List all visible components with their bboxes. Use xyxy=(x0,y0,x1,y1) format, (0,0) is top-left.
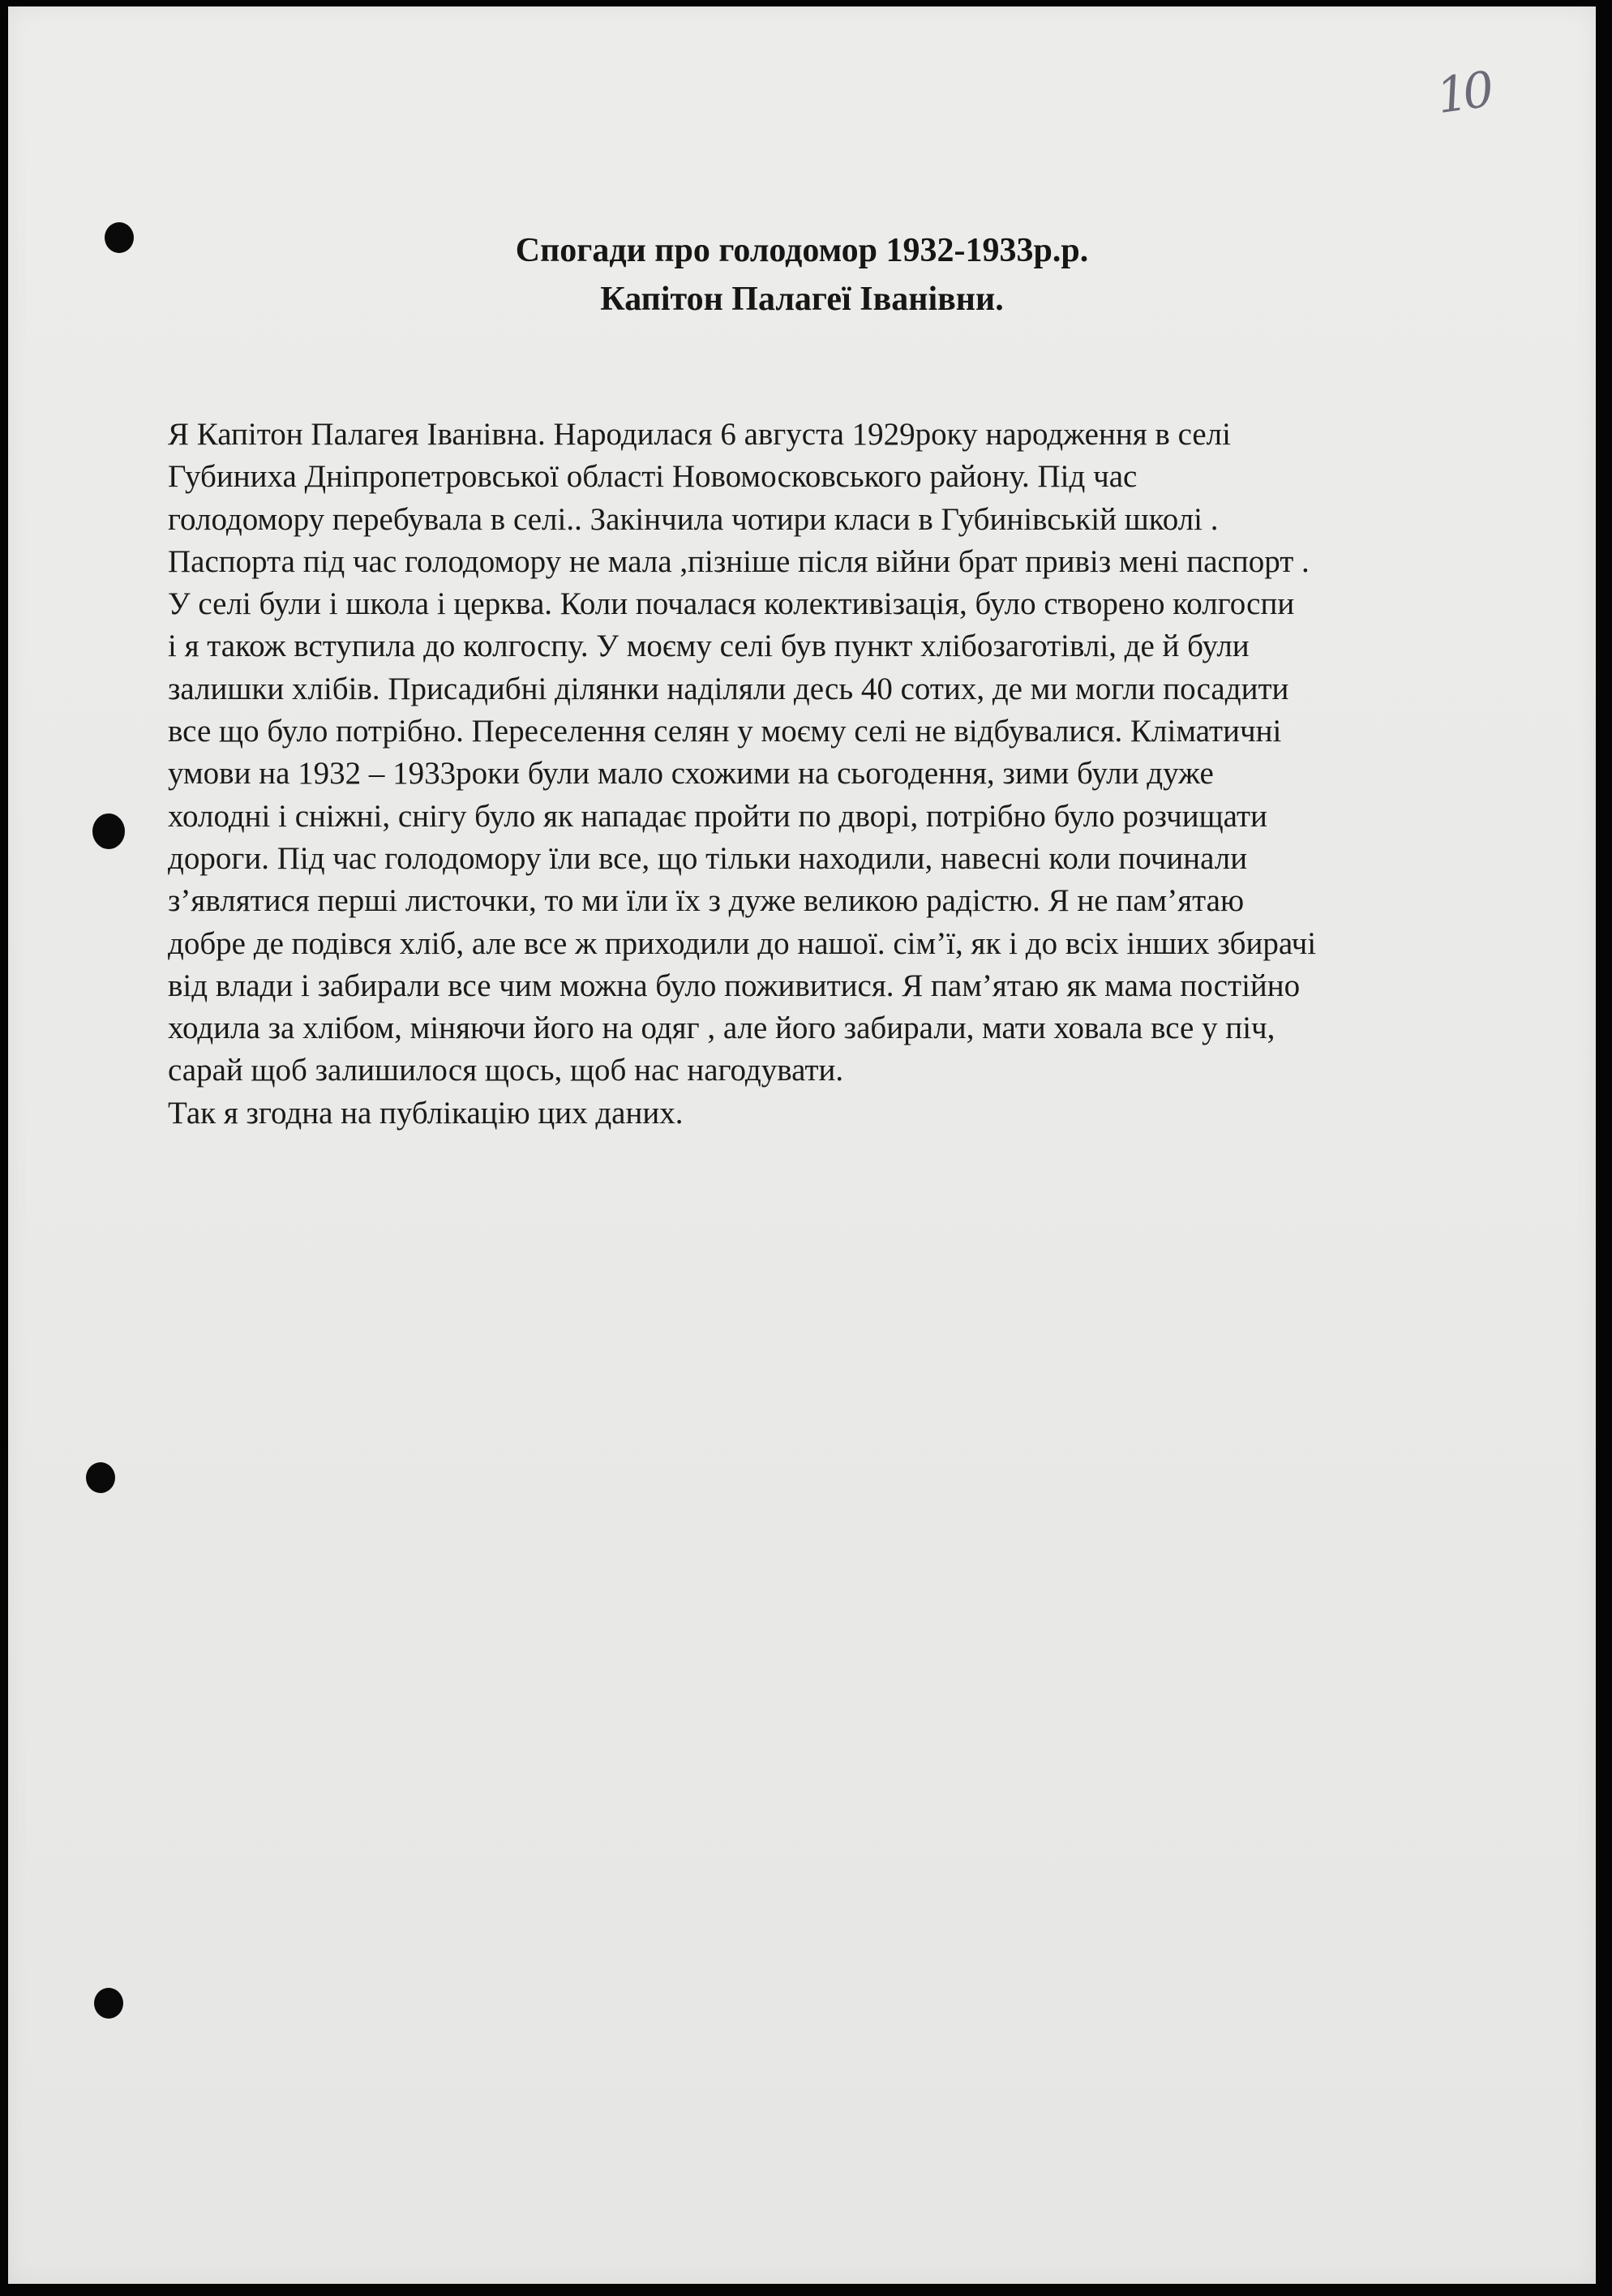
body-line: Паспорта під час голодомору не мала ,пізніше після війни брат привіз мені паспорт . xyxy=(168,543,1310,579)
body-line: сарай щоб залишилося щось, щоб нас нагодувати. xyxy=(168,1053,844,1088)
punch-hole xyxy=(94,1988,123,2019)
body-line: ходила за хлібом, міняючи його на одяг , але його забирали, мати ховала все у піч, xyxy=(168,1011,1275,1046)
body-line: Так я згодна на публікацію цих даних. xyxy=(168,1095,684,1131)
body-line: голодомору перебувала в селі.. Закінчила чотири класи в Губинівській школі . xyxy=(168,501,1219,537)
document-title-line-2: Капітон Палагеї Іванівни. xyxy=(600,281,1004,318)
body-line: умови на 1932 – 1933роки були мало схожими на сьогодення, зими були дуже xyxy=(168,756,1214,792)
body-line: Губиниха Дніпропетровської області Новомосковського району. Під час xyxy=(168,459,1138,495)
body-line: залишки хлібів. Присадибні ділянки наділяли десь 40 сотих, де ми могли посадити xyxy=(168,671,1289,706)
body-line: дороги. Під час голодомору їли все, що тільки находили, навесні коли починали xyxy=(168,840,1248,876)
body-line: добре де подівся хліб, але все ж приходили до нашої. сім’ї, як і до всіх інших збирачі xyxy=(168,925,1317,961)
punch-hole xyxy=(86,1462,115,1493)
body-line: все що було потрібно. Переселення селян у моєму селі не відбувалися. Кліматичні xyxy=(168,714,1282,749)
body-line: Я Капітон Палагея Іванівна. Народилася 6 августа 1929року народження в селі xyxy=(168,417,1231,452)
body-line: і я також вступила до колгоспу. У моєму селі був пункт хлібозаготівлі, де й були xyxy=(168,629,1250,664)
body-line: холодні і сніжні, снігу було як нападає пройти по дворі, потрібно було розчищати xyxy=(168,798,1267,834)
document-body xyxy=(168,414,1563,1135)
handwritten-page-number: 10 xyxy=(1433,61,1493,126)
body-line: з’являтися перші листочки, то ми їли їх з дуже великою радістю. Я не пам’ятаю xyxy=(168,883,1245,919)
punch-hole xyxy=(92,813,125,849)
paper-sheet xyxy=(8,6,1596,2284)
body-line: від влади і забирали все чим можна було поживитися. Я пам’ятаю як мама постійно xyxy=(168,968,1301,1003)
body-line: У селі були і школа і церква. Коли почалася колективізація, було створено колгоспи xyxy=(168,586,1295,622)
document-title-line-1: Спогади про голодомор 1932-1933р.р. xyxy=(515,232,1089,269)
